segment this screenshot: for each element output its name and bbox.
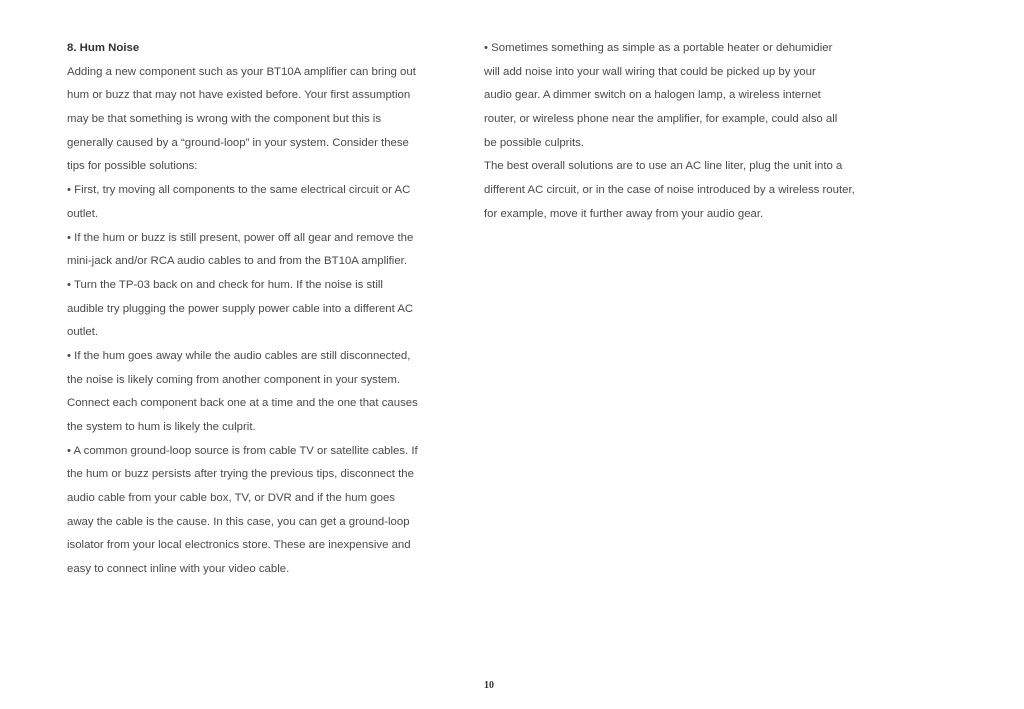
body-line: Connect each component back one at a time and the one that causes xyxy=(67,397,418,410)
body-line: audio cable from your cable box, TV, or DVR and if the hum goes xyxy=(67,492,395,505)
page-number: 10 xyxy=(484,680,494,691)
body-line: easy to connect inline with your video cable. xyxy=(67,563,290,576)
body-line: audio gear. A dimmer switch on a halogen lamp, a wireless internet xyxy=(484,89,821,102)
right-column xyxy=(484,37,894,227)
body-line: mini-jack and/or RCA audio cables to and from the BT10A amplifier. xyxy=(67,255,407,268)
body-line: be possible culprits. xyxy=(484,136,585,149)
body-line: the noise is likely coming from another component in your system. xyxy=(67,373,401,386)
left-column xyxy=(67,37,452,582)
body-line: hum or buzz that may not have existed before. Your first assumption xyxy=(67,89,411,102)
bullet-line: • If the hum goes away while the audio cables are still disconnected, xyxy=(67,349,411,362)
bullet-line: • If the hum or buzz is still present, power off all gear and remove the xyxy=(67,231,414,244)
body-line: generally caused by a “ground-loop” in your system. Consider these xyxy=(67,136,409,149)
section-heading: 8. Hum Noise xyxy=(67,42,140,54)
body-line: Adding a new component such as your BT10A amplifier can bring out xyxy=(67,65,416,78)
body-line: away the cable is the cause. In this case, you can get a ground-loop xyxy=(67,515,410,528)
body-line: the system to hum is likely the culprit. xyxy=(67,421,256,433)
body-line: different AC circuit, or in the case of noise introduced by a wireless router, xyxy=(484,184,855,197)
body-line: outlet. xyxy=(67,207,99,220)
bullet-line: • Sometimes something as simple as a portable heater or dehumidier xyxy=(484,42,833,54)
body-line: outlet. xyxy=(67,326,99,339)
bullet-line: • A common ground-loop source is from cable TV or satellite cables. If xyxy=(67,444,418,457)
body-line: the hum or buzz persists after trying the previous tips, disconnect the xyxy=(67,468,414,481)
bullet-line: • First, try moving all components to the same electrical circuit or AC xyxy=(67,184,411,197)
body-line: router, or wireless phone near the amplifier, for example, could also all xyxy=(484,113,838,126)
body-line: isolator from your local electronics store. These are inexpensive and xyxy=(67,539,411,552)
body-line: for example, move it further away from your audio gear. xyxy=(484,207,764,220)
body-line: audible try plugging the power supply power cable into a different AC xyxy=(67,302,414,315)
bullet-line: • Turn the TP-03 back on and check for hum. If the noise is still xyxy=(67,278,383,291)
body-line: tips for possible solutions: xyxy=(67,160,198,173)
body-line: will add noise into your wall wiring that could be picked up by your xyxy=(484,65,816,78)
body-line: may be that something is wrong with the component but this is xyxy=(67,113,382,126)
body-line: The best overall solutions are to use an AC line liter, plug the unit into a xyxy=(484,160,843,173)
